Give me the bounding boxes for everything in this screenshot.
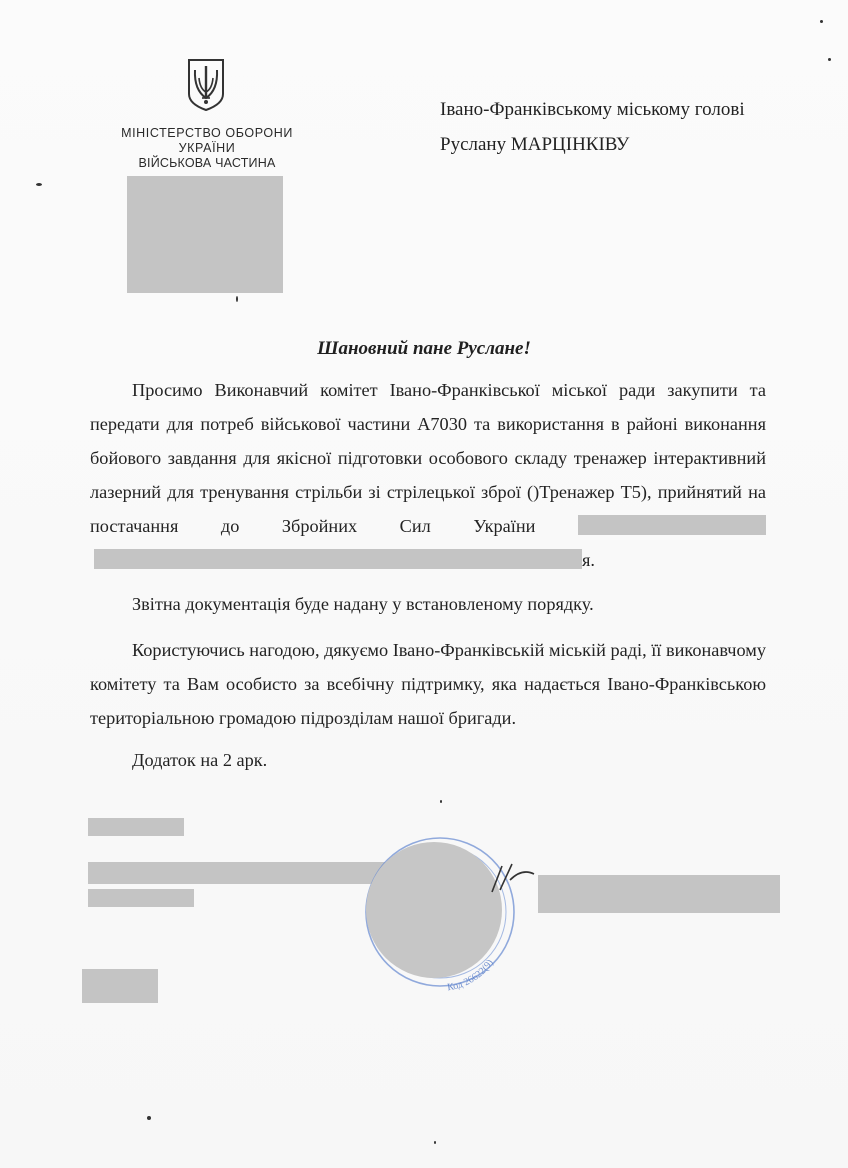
redacted-stamp-center [366, 842, 502, 978]
stamp-code: Код 26622(9) [446, 957, 496, 994]
request-text: Просимо Виконавчий комітет Івано-Франківської міської ради закупити та передати для потреб військової частини А7030 та використання в районі виконання бойового завдання для якісної підготовки особового складу тренажер інтерактивний лазерний для тренування стрільби зі стрілецької зброї ()Тренажер Т5), прийнятий на постачання до Збройних Сил України [90, 380, 766, 536]
redacted-text [578, 515, 766, 535]
redacted-text [94, 549, 582, 569]
redacted-unit-number [127, 176, 283, 293]
scan-speck [236, 296, 238, 302]
redacted-signatory-name [538, 875, 780, 913]
scan-speck [440, 800, 442, 803]
documentation-text: Звітна документація буде надану у встановленому порядку. [132, 594, 594, 614]
trident-emblem-icon [186, 58, 226, 112]
scan-speck [36, 183, 42, 186]
redacted-signatory-position [88, 862, 400, 884]
gratitude-text: Користуючись нагодою, дякуємо Івано-Франківській міській раді, її виконавчому комітету та Вам особисто за всебічну підтримку, яка надається Івано-Франківською територіальною громадою підрозділам нашої бригади. [90, 640, 766, 728]
salutation: Шановний пане Руслане! [317, 338, 531, 359]
ministry-line-3: ВІЙСЬКОВА ЧАСТИНА [138, 156, 276, 170]
addressee-block [440, 92, 745, 162]
ministry-block [96, 126, 318, 171]
request-paragraph [90, 373, 766, 577]
attachment-text: Додаток на 2 арк. [132, 750, 268, 770]
scan-speck [820, 20, 823, 23]
addressee-title: Івано-Франківському міському голові [440, 99, 745, 120]
addressee-name: Руслану МАРЦІНКІВУ [440, 134, 630, 155]
request-text-end: я. [582, 550, 595, 570]
signature-stroke [488, 860, 538, 900]
ministry-line-1: МІНІСТЕРСТВО ОБОРОНИ [121, 126, 293, 140]
scan-speck [434, 1141, 436, 1144]
scan-speck [147, 1116, 151, 1120]
redacted-outgoing-number [82, 969, 158, 1003]
redacted-signatory-unit [88, 889, 194, 907]
gratitude-paragraph [90, 633, 766, 735]
scan-speck [828, 58, 831, 61]
ministry-line-2: УКРАЇНИ [178, 141, 236, 155]
attachment-note [90, 743, 766, 777]
redacted-signatory-rank [88, 818, 184, 836]
documentation-paragraph [90, 587, 766, 621]
